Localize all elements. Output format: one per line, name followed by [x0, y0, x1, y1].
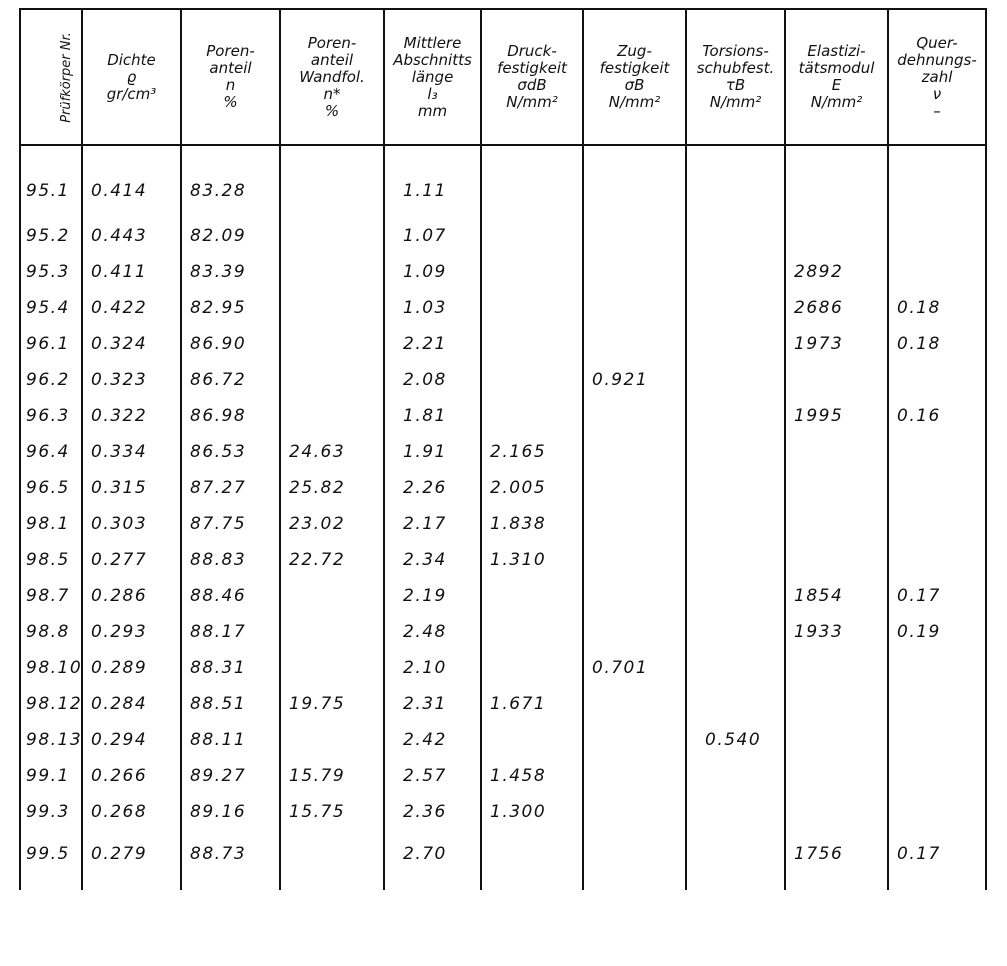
cell-torsion-shear-strength	[686, 542, 785, 578]
cell-compressive-strength: 1.310	[481, 542, 583, 578]
cell-specimen-no: 98.10	[20, 650, 82, 686]
cell-elastic-modulus: 1933	[785, 614, 888, 650]
cell-porosity: 87.27	[181, 470, 280, 506]
cell-tensile-strength	[583, 398, 686, 434]
cell-porosity: 88.17	[181, 614, 280, 650]
header-line: Wandfol.	[299, 67, 365, 86]
cell-specimen-no: 98.12	[20, 686, 82, 722]
cell-specimen-no: 98.5	[20, 542, 82, 578]
cell-tensile-strength	[583, 578, 686, 614]
cell-density: 0.315	[82, 470, 181, 506]
cell-compressive-strength	[481, 722, 583, 758]
cell-elastic-modulus: 1973	[785, 326, 888, 362]
data-table	[19, 8, 987, 890]
cell-wall-porosity: 19.75	[280, 686, 384, 722]
header-mean-segment-length	[384, 9, 481, 145]
cell-mean-segment-length: 2.08	[384, 362, 481, 398]
cell-density: 0.303	[82, 506, 181, 542]
cell-elastic-modulus: 1854	[785, 578, 888, 614]
header-line: ν	[932, 84, 942, 103]
cell-poisson-ratio: 0.16	[888, 398, 986, 434]
cell-tensile-strength	[583, 614, 686, 650]
cell-torsion-shear-strength	[686, 290, 785, 326]
cell-density: 0.324	[82, 326, 181, 362]
cell-specimen-no: 96.3	[20, 398, 82, 434]
cell-density: 0.284	[82, 686, 181, 722]
cell-poisson-ratio: 0.17	[888, 578, 986, 614]
table-row	[20, 290, 986, 326]
cell-torsion-shear-strength	[686, 650, 785, 686]
cell-torsion-shear-strength	[686, 254, 785, 290]
table-row	[20, 758, 986, 794]
cell-mean-segment-length: 1.07	[384, 218, 481, 254]
table-row	[20, 434, 986, 470]
header-line: Mittlere	[403, 33, 462, 52]
cell-mean-segment-length: 2.48	[384, 614, 481, 650]
header-porosity	[181, 9, 280, 145]
cell-wall-porosity: 15.79	[280, 758, 384, 794]
header-line: Zug-	[617, 42, 652, 60]
header-line: festigkeit	[497, 59, 567, 77]
header-line: mm	[417, 101, 448, 120]
cell-mean-segment-length: 1.11	[384, 145, 481, 218]
cell-torsion-shear-strength	[686, 614, 785, 650]
cell-porosity: 88.83	[181, 542, 280, 578]
cell-torsion-shear-strength	[686, 145, 785, 218]
table-row	[20, 470, 986, 506]
header-elastic-modulus	[785, 9, 888, 145]
cell-elastic-modulus	[785, 470, 888, 506]
cell-torsion-shear-strength	[686, 578, 785, 614]
cell-porosity: 88.46	[181, 578, 280, 614]
header-line: E	[831, 76, 842, 94]
cell-torsion-shear-strength	[686, 326, 785, 362]
header-line: N/mm²	[709, 93, 762, 111]
header-line: schubfest.	[696, 59, 775, 77]
table-header	[20, 9, 986, 145]
cell-wall-porosity	[280, 218, 384, 254]
header-line: anteil	[209, 59, 252, 77]
cell-elastic-modulus	[785, 506, 888, 542]
cell-wall-porosity	[280, 254, 384, 290]
header-line: zahl	[921, 67, 953, 86]
cell-specimen-no: 95.3	[20, 254, 82, 290]
cell-tensile-strength	[583, 434, 686, 470]
cell-porosity: 86.98	[181, 398, 280, 434]
cell-specimen-no: 96.2	[20, 362, 82, 398]
header-line: Quer-	[916, 33, 958, 52]
header-line: Prüfkörper Nr.	[58, 32, 74, 123]
header-line: %	[223, 93, 238, 111]
cell-compressive-strength: 1.671	[481, 686, 583, 722]
header-line: n	[225, 76, 236, 94]
cell-wall-porosity	[280, 398, 384, 434]
cell-wall-porosity	[280, 830, 384, 890]
cell-compressive-strength	[481, 254, 583, 290]
cell-compressive-strength	[481, 145, 583, 218]
cell-wall-porosity: 23.02	[280, 506, 384, 542]
cell-mean-segment-length: 2.19	[384, 578, 481, 614]
cell-poisson-ratio	[888, 722, 986, 758]
header-line: σdB	[517, 76, 547, 94]
cell-tensile-strength	[583, 254, 686, 290]
cell-specimen-no: 95.2	[20, 218, 82, 254]
cell-poisson-ratio	[888, 362, 986, 398]
header-line: n*	[323, 84, 341, 103]
cell-wall-porosity: 15.75	[280, 794, 384, 830]
cell-porosity: 82.09	[181, 218, 280, 254]
cell-specimen-no: 98.7	[20, 578, 82, 614]
cell-porosity: 88.51	[181, 686, 280, 722]
cell-elastic-modulus	[785, 362, 888, 398]
cell-mean-segment-length: 2.10	[384, 650, 481, 686]
header-line: τB	[725, 76, 746, 94]
cell-elastic-modulus: 1995	[785, 398, 888, 434]
cell-elastic-modulus	[785, 794, 888, 830]
cell-mean-segment-length: 1.09	[384, 254, 481, 290]
cell-porosity: 89.16	[181, 794, 280, 830]
cell-elastic-modulus	[785, 650, 888, 686]
cell-compressive-strength	[481, 578, 583, 614]
table-row	[20, 542, 986, 578]
header-line: gr/cm³	[106, 84, 157, 103]
cell-elastic-modulus: 2892	[785, 254, 888, 290]
cell-torsion-shear-strength	[686, 506, 785, 542]
cell-compressive-strength	[481, 362, 583, 398]
cell-torsion-shear-strength	[686, 686, 785, 722]
cell-compressive-strength	[481, 290, 583, 326]
header-line: dehnungs-	[897, 50, 977, 69]
cell-wall-porosity: 22.72	[280, 542, 384, 578]
cell-tensile-strength	[583, 145, 686, 218]
table-row	[20, 650, 986, 686]
header-line: länge	[411, 67, 454, 86]
cell-elastic-modulus	[785, 758, 888, 794]
table-row	[20, 398, 986, 434]
cell-elastic-modulus: 1756	[785, 830, 888, 890]
cell-compressive-strength	[481, 614, 583, 650]
cell-porosity: 88.73	[181, 830, 280, 890]
cell-poisson-ratio	[888, 470, 986, 506]
cell-porosity: 82.95	[181, 290, 280, 326]
cell-poisson-ratio	[888, 686, 986, 722]
cell-compressive-strength	[481, 650, 583, 686]
cell-poisson-ratio	[888, 254, 986, 290]
measurement-sheet	[19, 8, 987, 890]
cell-specimen-no: 96.4	[20, 434, 82, 470]
header-tensile-strength	[583, 9, 686, 145]
header-wall-porosity	[280, 9, 384, 145]
cell-mean-segment-length: 2.21	[384, 326, 481, 362]
cell-specimen-no: 98.8	[20, 614, 82, 650]
header-density	[82, 9, 181, 145]
cell-tensile-strength	[583, 470, 686, 506]
cell-density: 0.286	[82, 578, 181, 614]
cell-tensile-strength	[583, 218, 686, 254]
table-row	[20, 722, 986, 758]
cell-specimen-no: 96.5	[20, 470, 82, 506]
table-row	[20, 830, 986, 890]
cell-density: 0.322	[82, 398, 181, 434]
cell-elastic-modulus	[785, 542, 888, 578]
cell-compressive-strength	[481, 830, 583, 890]
header-line: Elastizi-	[807, 42, 866, 60]
cell-torsion-shear-strength	[686, 758, 785, 794]
table-row	[20, 218, 986, 254]
header-torsion-shear-strength	[686, 9, 785, 145]
cell-compressive-strength: 2.005	[481, 470, 583, 506]
cell-mean-segment-length: 1.91	[384, 434, 481, 470]
cell-wall-porosity	[280, 362, 384, 398]
cell-density: 0.443	[82, 218, 181, 254]
cell-elastic-modulus	[785, 145, 888, 218]
cell-tensile-strength	[583, 758, 686, 794]
cell-mean-segment-length: 2.26	[384, 470, 481, 506]
cell-poisson-ratio: 0.19	[888, 614, 986, 650]
header-line: anteil	[310, 50, 354, 69]
header-line: ϱ	[126, 67, 137, 86]
cell-poisson-ratio	[888, 506, 986, 542]
header-line: N/mm²	[506, 93, 558, 111]
header-line: tätsmodul	[798, 59, 875, 77]
cell-compressive-strength	[481, 218, 583, 254]
cell-wall-porosity	[280, 326, 384, 362]
header-line: –	[933, 101, 941, 120]
cell-compressive-strength: 2.165	[481, 434, 583, 470]
header-line: N/mm²	[810, 93, 863, 111]
header-line: σB	[624, 76, 645, 94]
header-compressive-strength	[481, 9, 583, 145]
cell-density: 0.293	[82, 614, 181, 650]
header-line: Dichte	[107, 50, 156, 69]
cell-tensile-strength	[583, 542, 686, 578]
cell-mean-segment-length: 2.57	[384, 758, 481, 794]
cell-mean-segment-length: 1.03	[384, 290, 481, 326]
cell-specimen-no: 98.1	[20, 506, 82, 542]
cell-torsion-shear-strength	[686, 398, 785, 434]
cell-poisson-ratio: 0.18	[888, 290, 986, 326]
cell-tensile-strength: 0.921	[583, 362, 686, 398]
cell-density: 0.277	[82, 542, 181, 578]
cell-porosity: 86.53	[181, 434, 280, 470]
cell-poisson-ratio	[888, 434, 986, 470]
cell-mean-segment-length: 2.70	[384, 830, 481, 890]
table-row	[20, 794, 986, 830]
cell-porosity: 83.28	[181, 145, 280, 218]
cell-wall-porosity	[280, 145, 384, 218]
cell-poisson-ratio	[888, 794, 986, 830]
header-line: N/mm²	[608, 93, 661, 111]
header-specimen-no	[20, 9, 82, 145]
cell-tensile-strength	[583, 326, 686, 362]
table-row	[20, 614, 986, 650]
cell-torsion-shear-strength	[686, 794, 785, 830]
cell-density: 0.323	[82, 362, 181, 398]
cell-poisson-ratio: 0.18	[888, 326, 986, 362]
cell-elastic-modulus	[785, 686, 888, 722]
cell-poisson-ratio	[888, 650, 986, 686]
cell-elastic-modulus	[785, 218, 888, 254]
cell-porosity: 87.75	[181, 506, 280, 542]
cell-density: 0.266	[82, 758, 181, 794]
cell-density: 0.334	[82, 434, 181, 470]
header-line: Torsions-	[702, 42, 769, 60]
table-row	[20, 254, 986, 290]
cell-torsion-shear-strength: 0.540	[686, 722, 785, 758]
header-line: Poren-	[307, 33, 357, 52]
cell-specimen-no: 99.1	[20, 758, 82, 794]
header-line: Abschnitts	[393, 50, 472, 69]
table-row	[20, 362, 986, 398]
table-row	[20, 578, 986, 614]
cell-specimen-no: 95.4	[20, 290, 82, 326]
cell-tensile-strength	[583, 686, 686, 722]
cell-density: 0.279	[82, 830, 181, 890]
table-row	[20, 686, 986, 722]
cell-density: 0.414	[82, 145, 181, 218]
header-line: %	[324, 101, 340, 120]
cell-porosity: 88.31	[181, 650, 280, 686]
cell-poisson-ratio	[888, 145, 986, 218]
cell-poisson-ratio: 0.17	[888, 830, 986, 890]
cell-porosity: 86.90	[181, 326, 280, 362]
cell-wall-porosity: 24.63	[280, 434, 384, 470]
cell-porosity: 86.72	[181, 362, 280, 398]
cell-specimen-no: 98.13	[20, 722, 82, 758]
cell-porosity: 83.39	[181, 254, 280, 290]
cell-density: 0.422	[82, 290, 181, 326]
cell-torsion-shear-strength	[686, 434, 785, 470]
table-row	[20, 145, 986, 218]
cell-specimen-no: 95.1	[20, 145, 82, 218]
cell-wall-porosity	[280, 614, 384, 650]
cell-mean-segment-length: 2.34	[384, 542, 481, 578]
cell-mean-segment-length: 1.81	[384, 398, 481, 434]
cell-tensile-strength	[583, 830, 686, 890]
cell-density: 0.411	[82, 254, 181, 290]
cell-wall-porosity	[280, 650, 384, 686]
cell-wall-porosity: 25.82	[280, 470, 384, 506]
table-row	[20, 326, 986, 362]
cell-compressive-strength	[481, 398, 583, 434]
cell-torsion-shear-strength	[686, 470, 785, 506]
cell-mean-segment-length: 2.31	[384, 686, 481, 722]
cell-poisson-ratio	[888, 542, 986, 578]
cell-compressive-strength: 1.458	[481, 758, 583, 794]
cell-wall-porosity	[280, 578, 384, 614]
cell-porosity: 88.11	[181, 722, 280, 758]
cell-tensile-strength	[583, 722, 686, 758]
cell-density: 0.294	[82, 722, 181, 758]
cell-elastic-modulus	[785, 434, 888, 470]
cell-specimen-no: 96.1	[20, 326, 82, 362]
cell-tensile-strength	[583, 794, 686, 830]
cell-compressive-strength: 1.838	[481, 506, 583, 542]
cell-torsion-shear-strength	[686, 362, 785, 398]
cell-wall-porosity	[280, 290, 384, 326]
cell-elastic-modulus: 2686	[785, 290, 888, 326]
table-body	[20, 145, 986, 890]
cell-torsion-shear-strength	[686, 830, 785, 890]
cell-specimen-no: 99.5	[20, 830, 82, 890]
cell-poisson-ratio	[888, 758, 986, 794]
cell-wall-porosity	[280, 722, 384, 758]
cell-compressive-strength	[481, 326, 583, 362]
table-row	[20, 506, 986, 542]
cell-elastic-modulus	[785, 722, 888, 758]
header-line: Druck-	[507, 42, 557, 60]
cell-mean-segment-length: 2.42	[384, 722, 481, 758]
header-line: festigkeit	[599, 59, 670, 77]
cell-torsion-shear-strength	[686, 218, 785, 254]
cell-poisson-ratio	[888, 218, 986, 254]
header-line: l₃	[427, 84, 438, 103]
cell-mean-segment-length: 2.17	[384, 506, 481, 542]
cell-compressive-strength: 1.300	[481, 794, 583, 830]
cell-density: 0.268	[82, 794, 181, 830]
cell-density: 0.289	[82, 650, 181, 686]
header-line: Poren-	[206, 42, 255, 60]
cell-tensile-strength	[583, 290, 686, 326]
cell-specimen-no: 99.3	[20, 794, 82, 830]
cell-tensile-strength	[583, 506, 686, 542]
cell-tensile-strength: 0.701	[583, 650, 686, 686]
cell-porosity: 89.27	[181, 758, 280, 794]
header-poisson-ratio	[888, 9, 986, 145]
cell-mean-segment-length: 2.36	[384, 794, 481, 830]
